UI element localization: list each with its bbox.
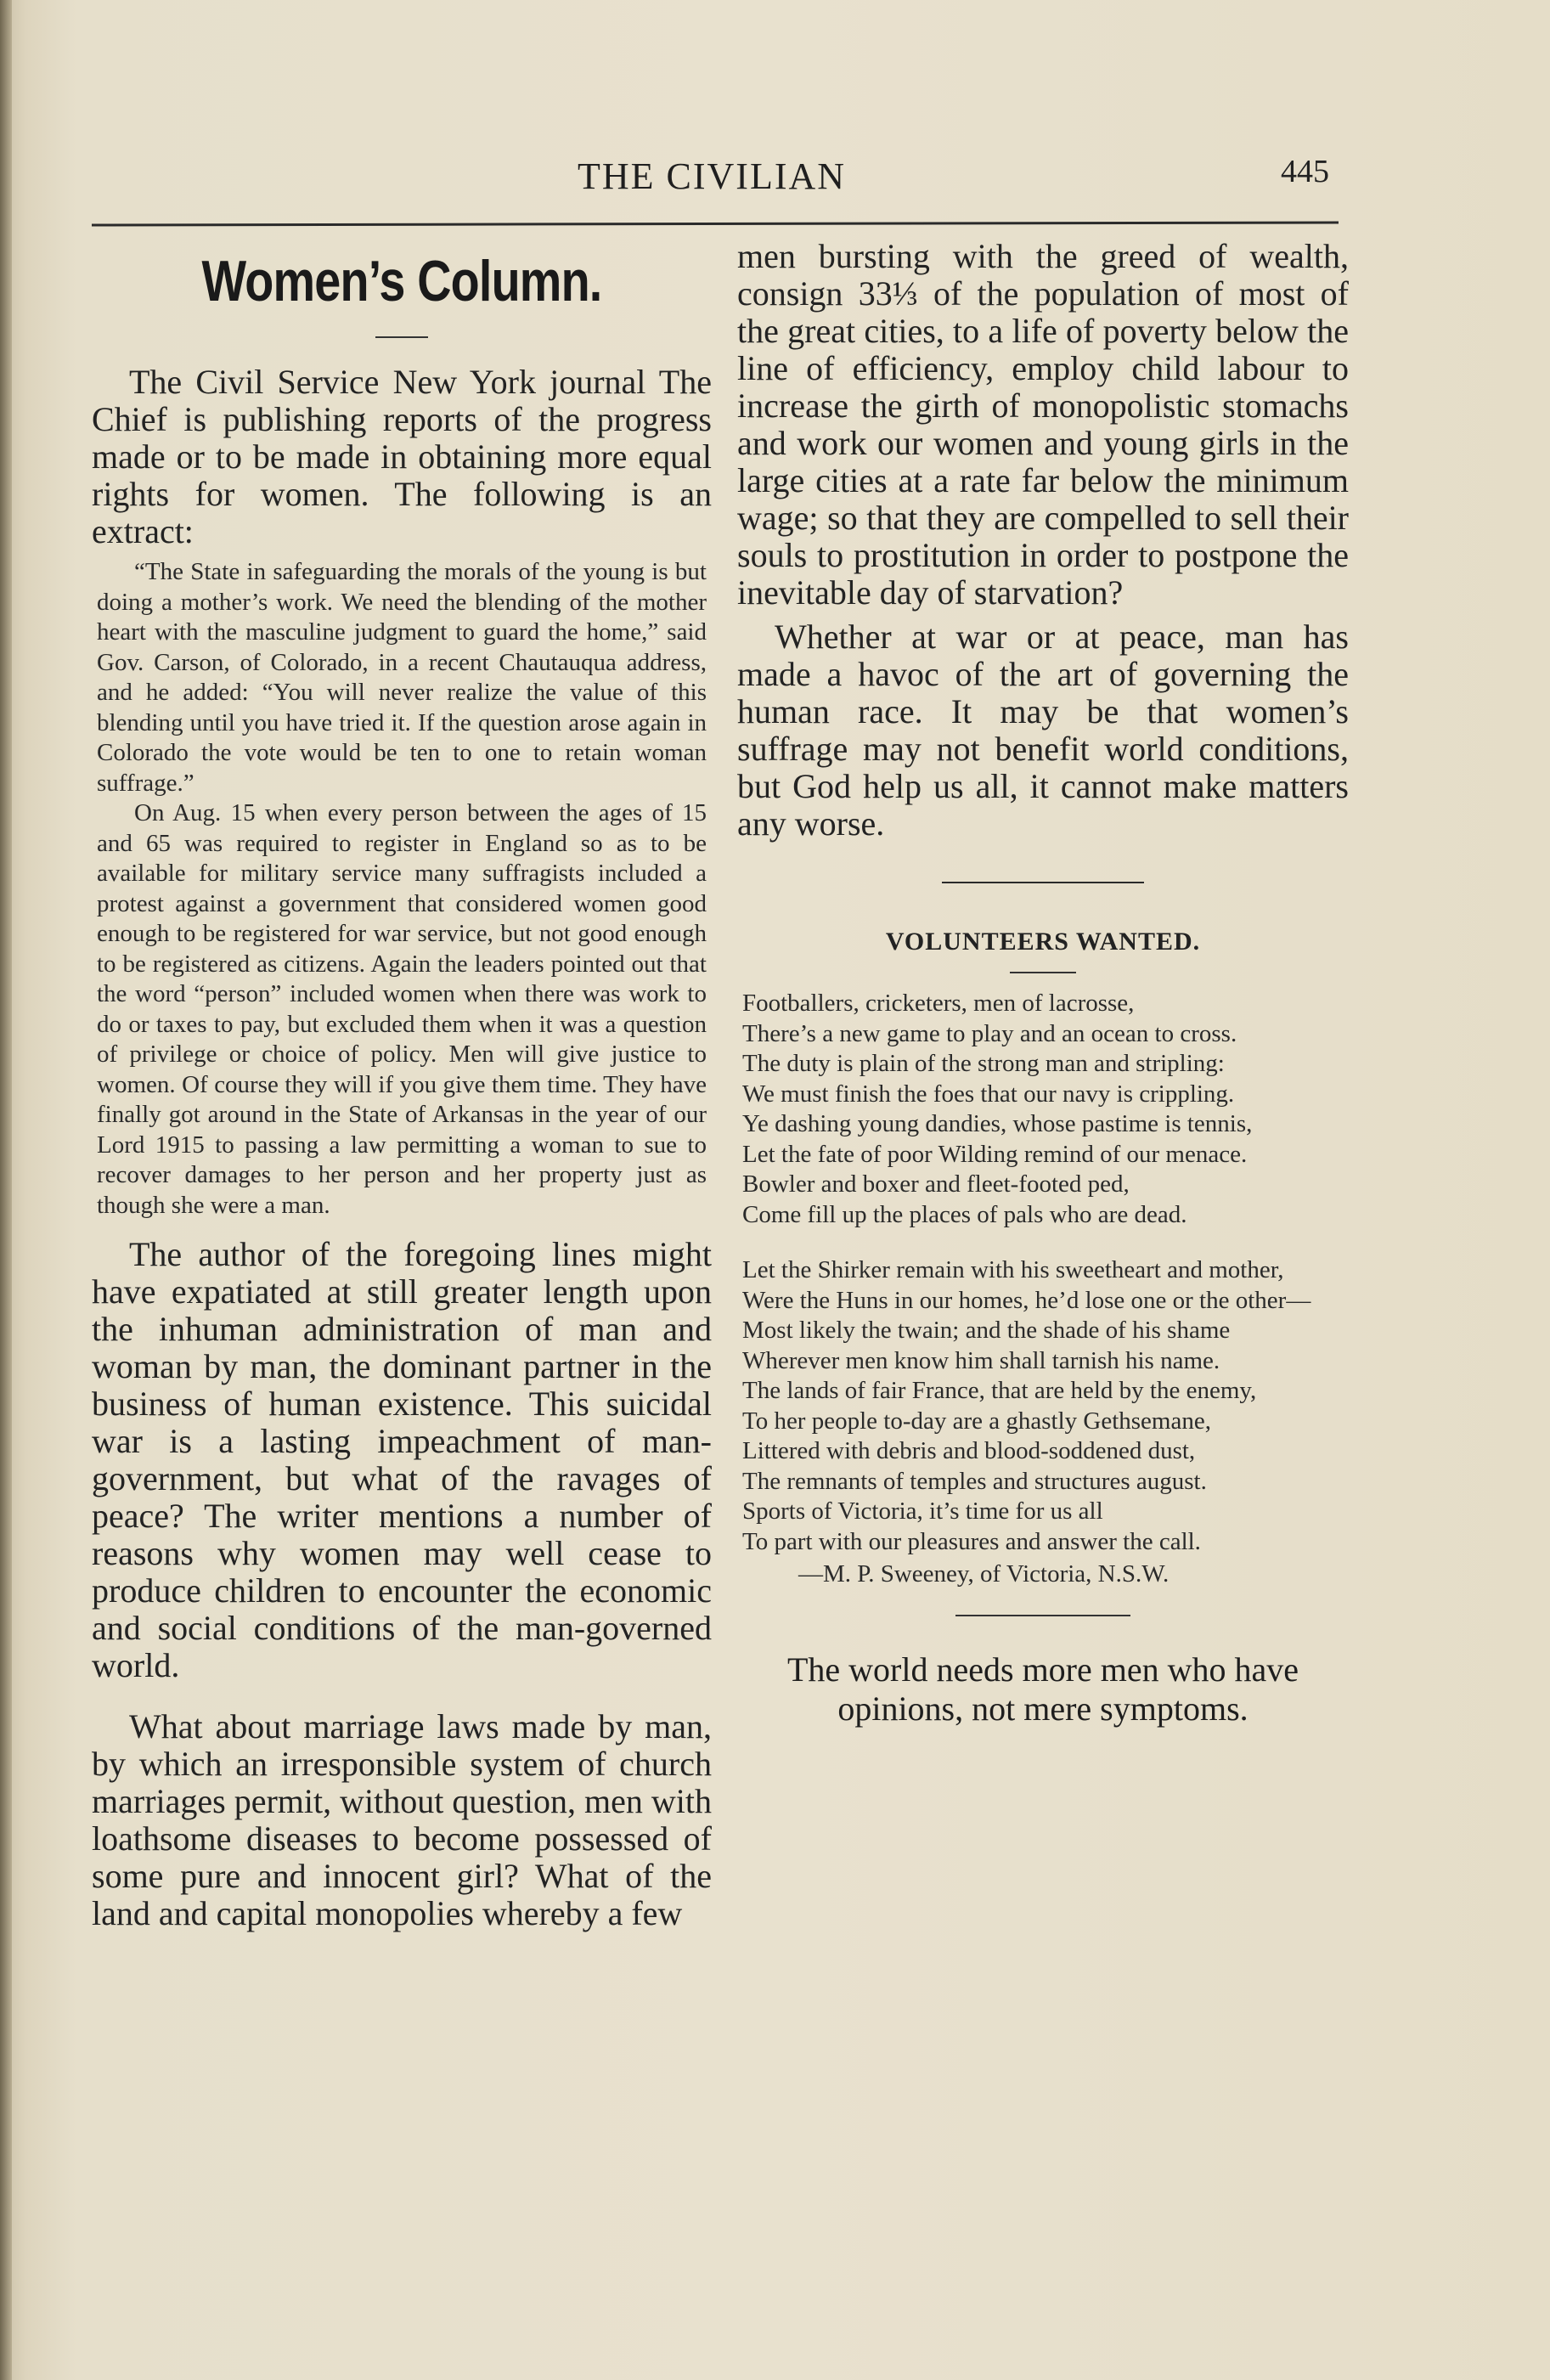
poem-line: Footballers, cricketers, men of lacrosse, (742, 990, 1135, 1017)
poem-line: To her people to-day are a ghastly Gethsemane, (742, 1407, 1211, 1435)
poem-stanza-2 (742, 1255, 1340, 1589)
war-paragraph: Whether at war or at peace, man has made a havoc of the art of governing the human race. It may be that women’s suffrage may not benefit world conditions, but God help us all, it cannot make matters any worse. (737, 618, 1349, 843)
poem-line: Let the Shirker remain with his sweetheart and mother, (742, 1256, 1284, 1283)
poem-line: Were the Huns in our homes, he’d lose one or the other— (742, 1286, 1311, 1314)
poem (742, 989, 1340, 1589)
poem-line: The duty is plain of the strong man and stripling: (742, 1050, 1225, 1077)
headline-rule (375, 336, 428, 338)
poem-stanza-1 (742, 989, 1340, 1230)
poem-attribution: —M. P. Sweeney, of Victoria, N.S.W. (798, 1560, 1170, 1588)
running-title: THE CIVILIAN (578, 155, 847, 197)
binding-spine (0, 0, 12, 2380)
poem-line: The remnants of temples and structures august. (742, 1467, 1207, 1495)
poem-line: Wherever men know him shall tarnish his name. (742, 1346, 1220, 1374)
poem-line: Ye dashing young dandies, whose pastime is tennis, (742, 1110, 1253, 1137)
closing-maxim: The world needs more men who have opinions, not mere symptoms. (786, 1650, 1299, 1728)
page-number: 445 (1281, 154, 1329, 189)
article-headline: Women’s Column. (201, 249, 602, 313)
intro-paragraph: The Civil Service New York journal The Chief is publishing reports of the progress made or to be made in obtaining more equal rights for women. The following is an extract: (92, 363, 712, 550)
poem-line: There’s a new game to play and an ocean to cross. (742, 1019, 1237, 1047)
poem-line: Sports of Victoria, it’s time for us all (742, 1497, 1103, 1525)
poem-line: Let the fate of poor Wilding remind of our menace. (742, 1140, 1248, 1168)
quote-paragraph-2: On Aug. 15 when every person between the ages of 15 and 65 was required to register in England so as to be available for military service many suffragists included a protest against a government that considered women good enough to be registered for war service, but not good enough to be registered as citizens. Again the leaders pointed out that the word “person” included women when there was work to do or taxes to pay, but excluded them when it was a question of privilege or choice of policy. Men will give justice to women. Of course they will if you give them time. They have finally got around in the State of Arkansas in the year of our Lord 1915 to passing a law permitting a woman to sue to recover damages to her person and her property just as though she were a man. (97, 799, 707, 1219)
closing-rule (955, 1615, 1130, 1616)
poem-line: To part with our pleasures and answer the call. (742, 1527, 1201, 1555)
quote-paragraph-1: “The State in safeguarding the morals of the young is but doing a mother’s work. We need the blending of the mother heart with the masculine judgment to guard the home,” said Gov. Carson, of Colorado, in a recent Chautauqua address, and he added: “You will never realize the value of this blending until you have tried it. If the question arose again in Colorado the vote would be ten to one to retain woman suffrage.” (97, 558, 707, 797)
section-separator (942, 882, 1144, 883)
poem-line: We must finish the foes that our navy is crippling. (742, 1080, 1235, 1108)
header-rule (92, 221, 1339, 226)
continuation-paragraph: men bursting with the greed of wealth, consign 33⅓ of the population of most of the great cities, to a life of poverty below the line of efficiency, employ child labour to increase the girth of monopolistic stomachs and work our women and young girls in the large cities at a rate far below the minimum wage; so that they are compelled to sell their souls to prostitution in order to postpone the inevitable day of starvation? (737, 237, 1349, 612)
poem-title-rule (1010, 972, 1076, 973)
poem-line: The lands of fair France, that are held by the enemy, (742, 1377, 1257, 1404)
poem-line: Come fill up the places of pals who are dead. (742, 1200, 1187, 1228)
poem-line: Most likely the twain; and the shade of his shame (742, 1317, 1231, 1344)
marriage-paragraph: What about marriage laws made by man, by which an irresponsible system of church marriages permit, without question, men with loathsome diseases to become possessed of some pure and innocent girl? What of the land and capital monopolies whereby a few (92, 1707, 712, 1932)
poem-line: Bowler and boxer and fleet-footed ped, (742, 1170, 1130, 1198)
quoted-extract (97, 557, 707, 1221)
left-column (92, 238, 712, 1939)
right-column (737, 238, 1349, 1729)
poem-line: Littered with debris and blood-soddened dust, (742, 1437, 1196, 1464)
author-paragraph: The author of the foregoing lines might have expatiated at still greater length upon the inhuman administration of man and woman by man, the dominant partner in the business of human existence. This suicidal war is a lasting impeachment of man-government, but what of the ravages of peace? The writer mentions a number of reasons why women may well cease to produce children to encounter the economic and social conditions of the man-governed world. (92, 1235, 712, 1684)
poem-title: VOLUNTEERS WANTED. (885, 928, 1201, 956)
